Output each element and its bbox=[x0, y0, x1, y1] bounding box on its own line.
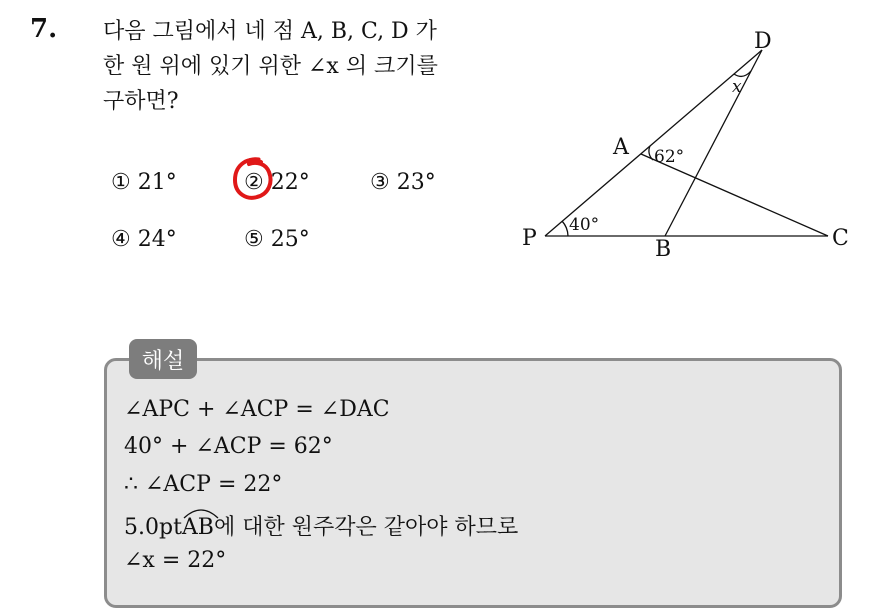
point-label-A: A bbox=[613, 135, 629, 160]
angle-label-D: x bbox=[732, 77, 742, 97]
choice-5[interactable]: ⑤ 25° bbox=[244, 227, 310, 252]
solution-line-4 bbox=[124, 510, 518, 541]
solution-line-3: ∴ ∠ACP = 22° bbox=[124, 472, 283, 497]
question-line: 다음 그림에서 네 점 A, B, C, D 가 bbox=[103, 19, 437, 44]
question-number: 7. bbox=[30, 14, 58, 44]
line-BD bbox=[665, 50, 762, 236]
solution-line-1: ∠APC + ∠ACP = ∠DAC bbox=[124, 397, 390, 422]
choice-1[interactable]: ① 21° bbox=[111, 170, 177, 195]
geometry-figure bbox=[510, 20, 850, 265]
arc-label: AB bbox=[181, 515, 214, 540]
line-PD bbox=[545, 50, 762, 236]
solution-line-2: 40° + ∠ACP = 62° bbox=[124, 434, 333, 459]
angle-arc-P bbox=[562, 221, 568, 236]
angle-label-P: 40° bbox=[569, 215, 600, 235]
question-line: 한 원 위에 있기 위한 ∠x 의 크기를 bbox=[103, 54, 438, 79]
point-label-P: P bbox=[522, 226, 537, 251]
arc-symbol-icon bbox=[182, 505, 220, 519]
angle-label-A: 62° bbox=[654, 147, 685, 167]
point-label-D: D bbox=[754, 29, 772, 54]
choice-2[interactable]: ② 22° bbox=[244, 170, 310, 195]
point-label-C: C bbox=[832, 226, 849, 251]
solution-tag: 해설 bbox=[129, 339, 197, 379]
choice-3[interactable]: ③ 23° bbox=[370, 170, 436, 195]
question-line: 구하면? bbox=[103, 89, 179, 114]
answer-circle-mark-icon bbox=[231, 156, 275, 202]
arc-AB bbox=[182, 515, 214, 540]
solution-final: ∠x = 22° bbox=[124, 548, 227, 573]
choice-4[interactable]: ④ 24° bbox=[111, 227, 177, 252]
point-label-B: B bbox=[655, 237, 672, 262]
question-text bbox=[103, 14, 503, 119]
solution-arc-prefix: 5.0pt bbox=[124, 515, 182, 540]
solution-arc-suffix: 에 대한 원주각은 같아야 하므로 bbox=[213, 515, 519, 540]
